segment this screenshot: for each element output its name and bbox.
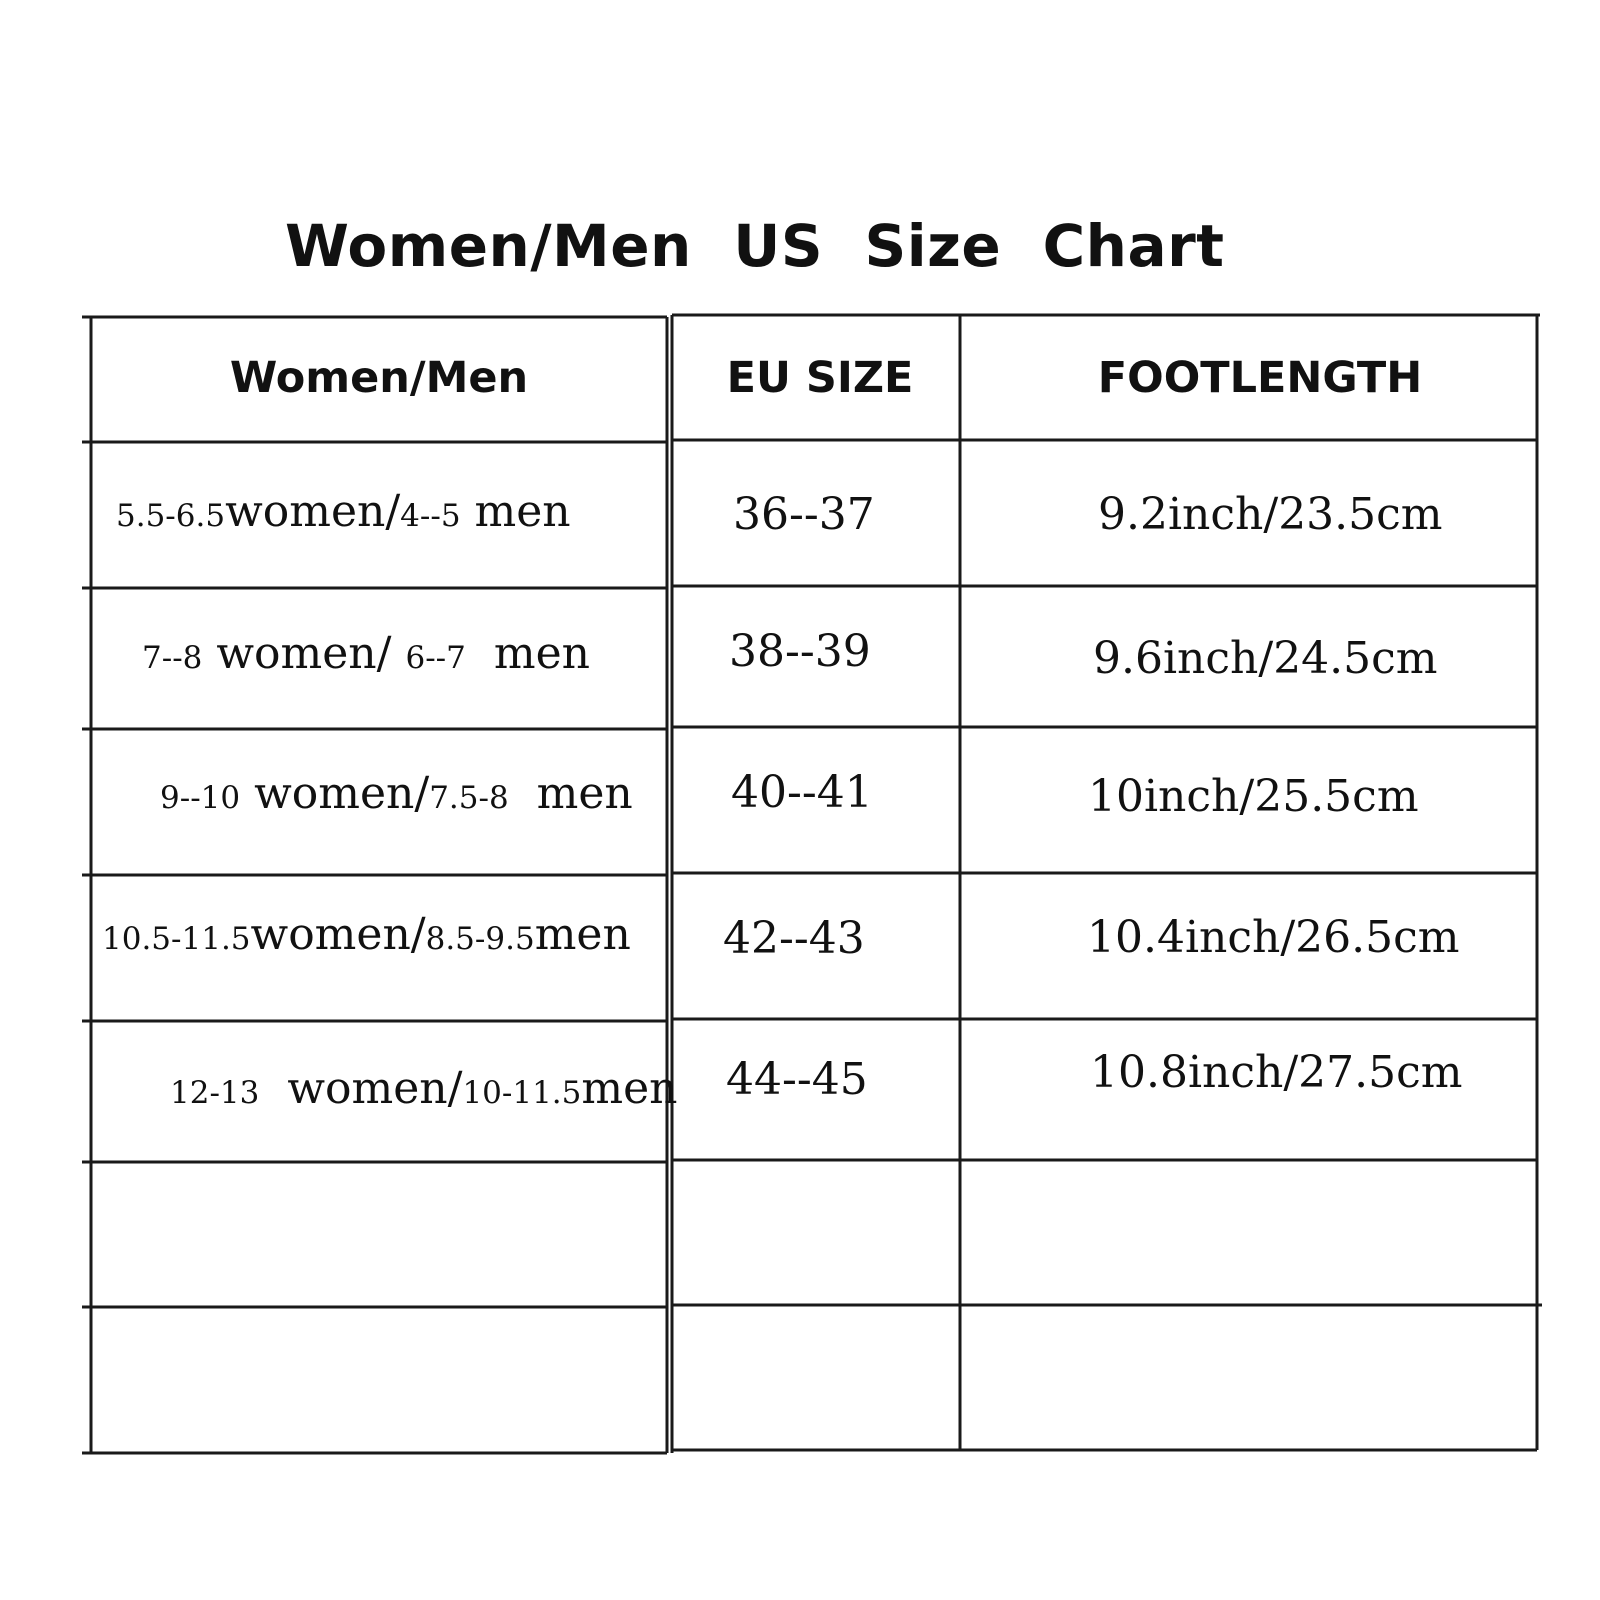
us-size-cell: 5.5-6.5women/4--5 men bbox=[116, 486, 571, 537]
us-size-cell: 10.5-11.5women/8.5-9.5men bbox=[102, 909, 631, 960]
header-eu-size: EU SIZE bbox=[726, 353, 914, 403]
footlength-cell: 10inch/25.5cm bbox=[1088, 771, 1419, 822]
us-size-cell: 12-13 women/10-11.5men bbox=[170, 1063, 678, 1114]
eu-size-cell: 42--43 bbox=[723, 913, 865, 964]
eu-size-cell: 44--45 bbox=[726, 1054, 868, 1105]
eu-size-cell: 40--41 bbox=[731, 767, 873, 818]
footlength-cell: 9.6inch/24.5cm bbox=[1093, 633, 1438, 684]
footlength-cell: 10.8inch/27.5cm bbox=[1090, 1047, 1463, 1098]
us-size-cell: 9--10 women/7.5-8 men bbox=[160, 768, 633, 819]
chart-title: Women/Men US Size Chart bbox=[285, 212, 1225, 280]
eu-size-cell: 38--39 bbox=[729, 626, 871, 677]
footlength-cell: 9.2inch/23.5cm bbox=[1098, 489, 1443, 540]
header-footlength: FOOTLENGTH bbox=[1097, 353, 1423, 403]
footlength-cell: 10.4inch/26.5cm bbox=[1087, 912, 1460, 963]
eu-size-cell: 36--37 bbox=[733, 489, 875, 540]
us-size-cell: 7--8 women/ 6--7 men bbox=[142, 628, 590, 679]
header-us-size: Women/Men bbox=[229, 353, 529, 403]
